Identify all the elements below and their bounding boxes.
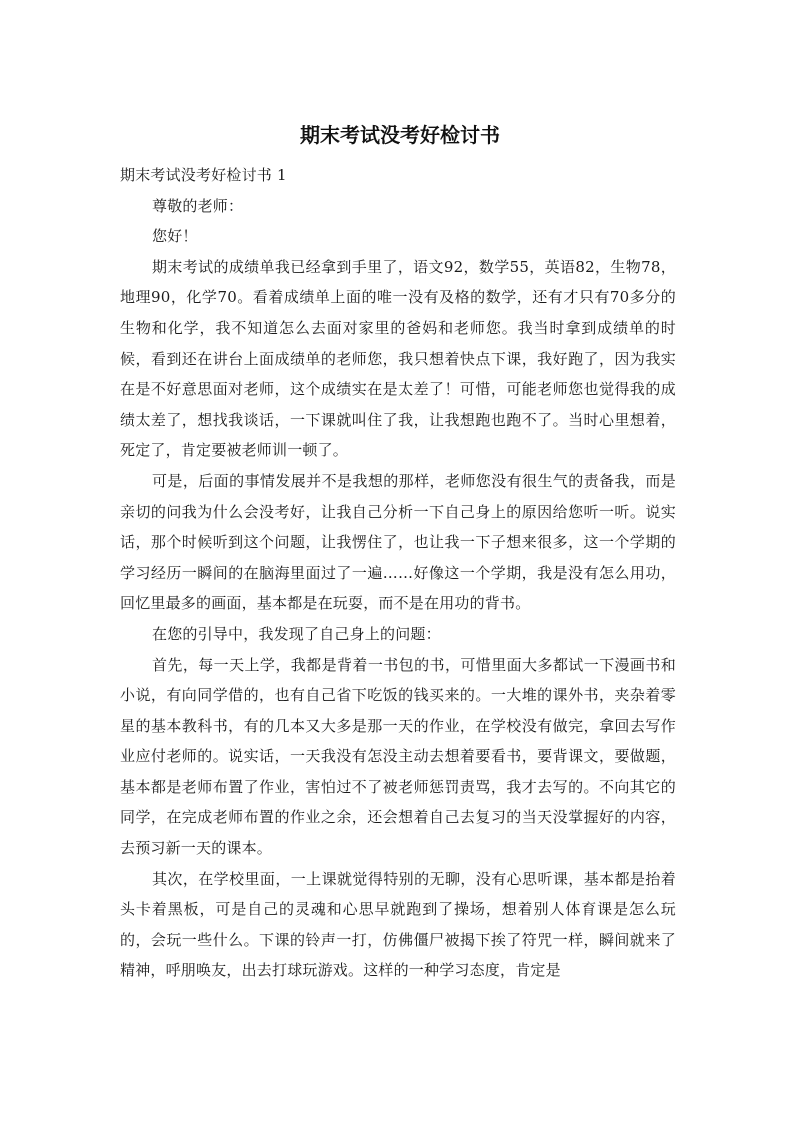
document-body (120, 160, 676, 986)
document-title: 期末考试没考好检讨书 (300, 123, 500, 147)
paragraph-first-problem: 首先，每一天上学，我都是背着一书包的书，可惜里面大多都试一下漫画书和小说，有向同学借的，也有自己省下吃饭的钱买来的。一大堆的课外书，夹杂着零星的基本教科书，有的几本又大多是那一天的作业，在学校没有做完，拿回去写作业应付老师的。说实话，一天我没有怎没主动去想着要看书，要背课文，要做题，基本都是老师布置了作业，害怕过不了被老师惩罚责骂，我才去写的。不向其它的同学，在完成老师布置的作业之余，还会想着自己去复习的当天没掌握好的内容，去预习新一天的课本。 (120, 655, 676, 858)
paragraph-teacher-talk: 可是，后面的事情发展并不是我想的那样，老师您没有很生气的责备我，而是亲切的问我为什么会没考好，让我自己分析一下自己身上的原因给您听一听。说实话，那个时候听到这个问题，让我愣住了，也让我一下子想来很多，这一个学期的学习经历一瞬间的在脑海里面过了一遍……好像这一个学期，我是没有怎么用功，回忆里最多的画面，基本都是在玩耍，而不是在用功的背书。 (120, 471, 676, 613)
greeting: 您好！ (152, 227, 198, 246)
paragraph-problems-intro: 在您的引导中，我发现了自己身上的问题： (152, 624, 441, 643)
document-subtitle: 期末考试没考好检讨书 1 (120, 166, 287, 184)
paragraph-second-problem: 其次，在学校里面，一上课就觉得特别的无聊，没有心思听课，基本都是抬着头卡着黑板，可是自己的灵魂和心思早就跑到了操场，想着别人体育课是怎么玩的，会玩一些什么。下课的铃声一打，仿佛僵尸被揭下挨了符咒一样，瞬间就来了精神，呼朋唤友，出去打球玩游戏。这样的一种学习态度，肯定是 (120, 869, 676, 980)
paragraph-exam-results: 期末考试的成绩单我已经拿到手里了，语文92，数学55，英语82，生物78，地理90，化学70。看着成绩单上面的唯一没有及格的数学，还有才只有70多分的生物和化学，我不知道怎么去面对家里的爸妈和老师您。我当时拿到成绩单的时候，看到还在讲台上面成绩单的老师您，我只想着快点下课，我好跑了，因为我实在是不好意思面对老师，这个成绩实在是太差了！可惜，可能老师您也觉得我的成绩太差了，想找我谈话，一下课就叫住了我，让我想跑也跑不了。当时心里想着，死定了，肯定要被老师训一顿了。 (120, 257, 676, 460)
salutation: 尊敬的老师： (152, 196, 244, 215)
